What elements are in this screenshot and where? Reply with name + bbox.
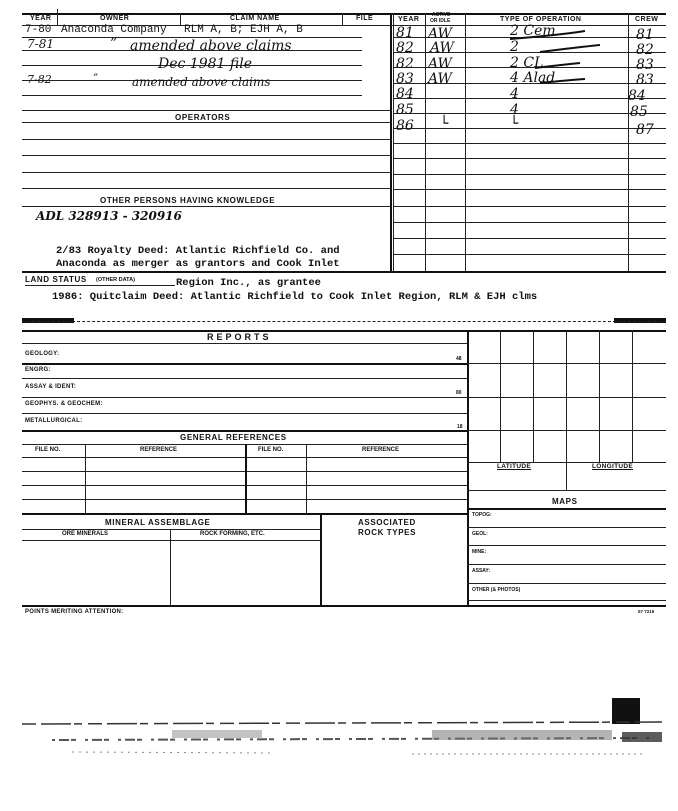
land-status-sub: (OTHER DATA) xyxy=(96,277,135,283)
maps-assay: ASSAY: xyxy=(472,568,491,574)
activity-status-7: └ xyxy=(440,116,449,132)
owner-row-1-owner: Anaconda Company xyxy=(61,24,167,36)
activity-status-3: AW xyxy=(428,56,452,72)
activity-year-6: 85 xyxy=(396,102,414,118)
activity-year-2: 82 xyxy=(396,40,414,56)
activity-type-4: 4 Alad xyxy=(510,70,556,86)
owner-row-2-year: 7-81 xyxy=(27,37,54,51)
ref-reference-2: REFERENCE xyxy=(362,447,400,453)
report-assay-num: 80 xyxy=(456,390,462,396)
mineral-assemblage-title: MINERAL ASSEMBLAGE xyxy=(105,518,211,527)
points-meriting-attention: POINTS MERITING ATTENTION: xyxy=(25,609,124,615)
col-active-line1: ACTIVE xyxy=(432,12,451,18)
general-references-title: GENERAL REFERENCES xyxy=(180,433,287,442)
activity-year-7: 86 xyxy=(396,118,414,134)
report-metallurgical: METALLURGICAL: xyxy=(25,418,83,424)
latitude-label: LATITUDE xyxy=(497,463,532,470)
col-crew: CREW xyxy=(635,16,659,23)
scan-noise xyxy=(22,718,672,763)
longitude-label: LONGITUDE xyxy=(592,463,633,470)
ore-minerals-label: ORE MINERALS xyxy=(62,531,109,537)
ref-file-no-1: FILE NO. xyxy=(35,447,61,453)
col-year-activity: YEAR xyxy=(398,16,420,23)
activity-status-1: AW xyxy=(428,26,452,42)
owner-row-2-claim: amended above claims xyxy=(130,38,292,54)
associated-label: ASSOCIATED xyxy=(358,518,416,527)
ref-file-no-2: FILE NO. xyxy=(258,447,284,453)
owner-row-1-claim: RLM A, B; EJH A, B xyxy=(184,24,303,36)
activity-crew-1: 81 xyxy=(636,27,654,43)
col-year: YEAR xyxy=(30,15,52,22)
col-active-line2: OR IDLE xyxy=(430,18,451,24)
report-engrg: ENGRG: xyxy=(25,367,51,373)
activity-crew-4: 83 xyxy=(636,72,654,88)
activity-type-7: └ xyxy=(510,116,519,132)
activity-year-3: 82 xyxy=(396,56,414,72)
ref-reference-1: REFERENCE xyxy=(140,447,178,453)
activity-crew-3: 83 xyxy=(636,57,654,73)
land-status-label: LAND STATUS xyxy=(25,275,87,284)
report-assay: ASSAY & IDENT: xyxy=(25,384,77,390)
activity-crew-5: 84 xyxy=(628,88,646,104)
maps-title: MAPS xyxy=(552,497,578,506)
owner-row-3-claim: Dec 1981 file xyxy=(158,56,252,72)
owner-row-4-year: 7-82 xyxy=(27,73,52,86)
activity-year-4: 83 xyxy=(396,71,414,87)
owner-row-4-owner: ” xyxy=(93,73,99,84)
report-geology-num: 48 xyxy=(456,356,462,362)
royalty-line-2: Anaconda as merger as grantors and Cook Inlet xyxy=(56,258,340,270)
col-claim-name: CLAIM NAME xyxy=(230,15,280,22)
handwritten-strokes xyxy=(470,25,660,133)
operators-label: OPERATORS xyxy=(175,113,231,122)
activity-status-2: AW xyxy=(430,40,454,56)
col-type-operation: TYPE OF OPERATION xyxy=(500,16,582,23)
owner-row-4-claim: amended above claims xyxy=(132,75,271,89)
land-status-line-1: Region Inc., as grantee xyxy=(176,277,321,289)
col-owner: OWNER xyxy=(100,15,130,22)
form-code: 57 7215 xyxy=(638,609,655,614)
col-file: FILE xyxy=(356,15,374,22)
royalty-line-1: 2/83 Royalty Deed: Atlantic Richfield Co. and xyxy=(56,245,340,257)
maps-mine: MINE: xyxy=(472,549,487,555)
activity-type-5: 4 xyxy=(510,86,519,102)
land-status-line-2: 1986: Quitclaim Deed: Atlantic Richfield to Cook Inlet Region, RLM & EJH clms xyxy=(52,291,538,303)
report-geophys: GEOPHYS. & GEOCHEM: xyxy=(25,401,103,407)
activity-type-1: 2 Cem xyxy=(510,23,556,39)
activity-type-6: 4 xyxy=(510,102,519,118)
activity-status-4: AW xyxy=(428,71,452,87)
activity-crew-2: 82 xyxy=(636,42,654,58)
report-metallurgical-num: 18 xyxy=(457,424,463,430)
maps-geol: GEOL: xyxy=(472,531,488,537)
activity-crew-6: 85 xyxy=(630,104,648,120)
activity-year-1: 81 xyxy=(396,25,414,41)
owner-row-1-year: 7-80 xyxy=(25,24,52,36)
activity-type-3: 2 CL xyxy=(510,55,544,71)
maps-other: OTHER (& PHOTOS) xyxy=(472,587,521,593)
other-persons-label: OTHER PERSONS HAVING KNOWLEDGE xyxy=(100,196,276,205)
maps-topog: TOPOG: xyxy=(472,512,492,518)
rock-types-label: ROCK TYPES xyxy=(358,528,417,537)
activity-crew-7: 87 xyxy=(636,122,654,138)
activity-type-2: 2 xyxy=(510,39,519,55)
activity-year-5: 84 xyxy=(396,86,414,102)
rock-forming-label: ROCK FORMING, ETC. xyxy=(200,531,265,537)
reports-title: REPORTS xyxy=(207,332,272,342)
report-geology: GEOLOGY: xyxy=(25,351,60,357)
owner-row-2-owner: ” xyxy=(110,36,118,52)
adl-note: ADL 328913 - 320916 xyxy=(36,209,182,223)
